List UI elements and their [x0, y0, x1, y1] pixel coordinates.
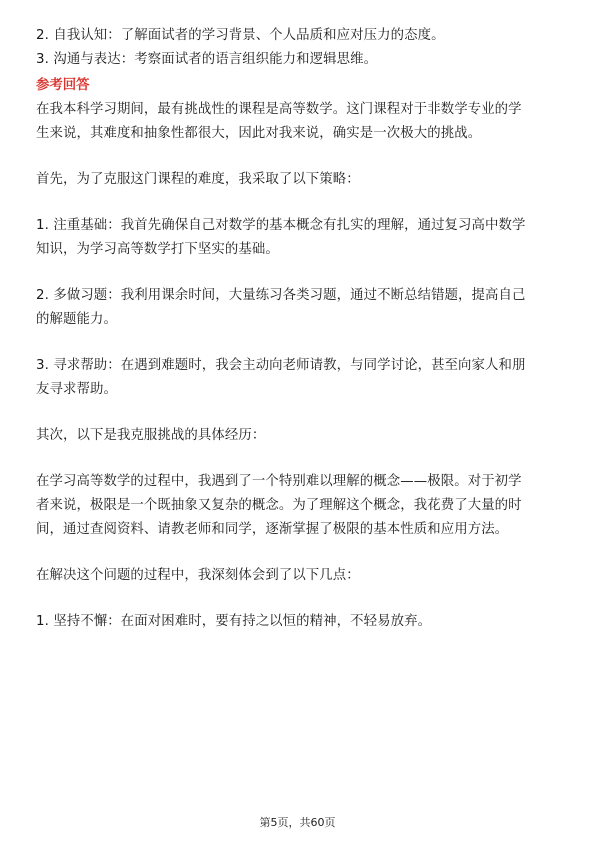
strategy-1-line-1: 1. 注重基础：我首先确保自己对数学的基本概念有扎实的理解，通过复习高中数学 [36, 218, 526, 233]
page-footer: 第5页，共60页 [259, 816, 336, 829]
paragraph-4-line-1: 在学习高等数学的过程中，我遇到了一个特别难以理解的概念——极限。对于初学 [36, 474, 522, 489]
paragraph-2: 首先，为了克服这门课程的难度，我采取了以下策略： [36, 172, 360, 187]
paragraph-4-line-3: 间，通过查阅资料、请教老师和同学，逐渐掌握了极限的基本性质和应用方法。 [36, 522, 509, 537]
lesson-1: 1. 坚持不懈：在面对困难时，要有持之以恒的精神，不轻易放弃。 [36, 614, 432, 629]
strategy-1-line-2: 知识，为学习高等数学打下坚实的基础。 [36, 242, 279, 257]
paragraph-5: 在解决这个问题的过程中，我深刻体会到了以下几点： [36, 568, 360, 583]
intro-item-3: 3. 沟通与表达：考察面试者的语言组织能力和逻辑思维。 [36, 52, 378, 67]
answer-heading: 参考回答 [36, 78, 90, 93]
strategy-2-line-1: 2. 多做习题：我利用课余时间，大量练习各类习题，通过不断总结错题，提高自己 [36, 288, 526, 303]
paragraph-1-line-1: 在我本科学习期间，最有挑战性的课程是高等数学。这门课程对于非数学专业的学 [36, 102, 522, 117]
strategy-3-line-2: 友寻求帮助。 [36, 382, 117, 397]
intro-item-2: 2. 自我认知：了解面试者的学习背景、个人品质和应对压力的态度。 [36, 28, 445, 43]
paragraph-1-line-2: 生来说，其难度和抽象性都很大，因此对我来说，确实是一次极大的挑战。 [36, 126, 482, 141]
strategy-3-line-1: 3. 寻求帮助：在遇到难题时，我会主动向老师请教，与同学讨论，甚至向家人和朋 [36, 358, 526, 373]
strategy-2-line-2: 的解题能力。 [36, 312, 117, 327]
paragraph-4-line-2: 者来说，极限是一个既抽象又复杂的概念。为了理解这个概念，我花费了大量的时 [36, 498, 522, 513]
document-body [36, 24, 560, 634]
paragraph-3: 其次，以下是我克服挑战的具体经历： [36, 428, 266, 443]
